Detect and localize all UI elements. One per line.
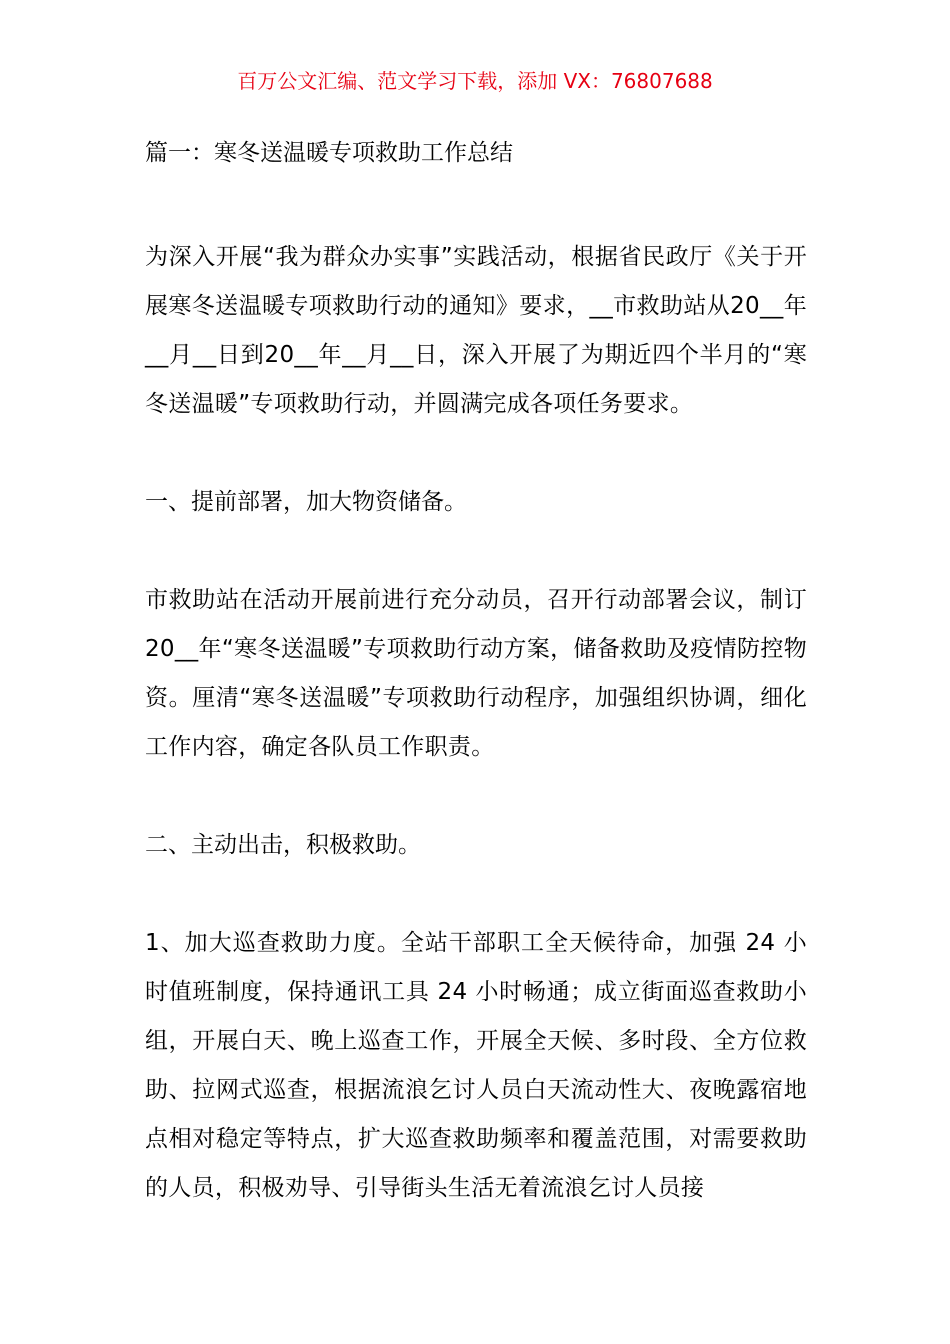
- spacer: [145, 170, 807, 233]
- document-body: [145, 136, 807, 1213]
- item-1-paragraph: 1、加大巡查救助力度。全站干部职工全天候待命，加强 24 小时值班制度，保持通讯工具 24 小时畅通；成立街面巡查救助小组，开展白天、晚上巡查工作，开展全天候、多时段、全方位救助、拉网式巡查，根据流浪乞讨人员白天流动性大、夜晚露宿地点相对稳定等特点，扩大巡查救助频率和覆盖范围，对需要救助的人员，积极劝导、引导街头生活无着流浪乞讨人员接: [145, 930, 807, 1201]
- document-title: 篇一：寒冬送温暖专项救助工作总结: [145, 140, 513, 166]
- spacer: [145, 527, 807, 576]
- intro-paragraph: 为深入开展“我为群众办实事”实践活动，根据省民政厅《关于开展寒冬送温暖专项救助行动的通知》要求，__市救助站从20__年__月__日到20__年__月__日，深入开展了为期近四个半月的“寒冬送温暖”专项救助行动，并圆满完成各项任务要求。: [145, 244, 807, 417]
- watermark-header: 百万公文汇编、范文学习下载，添加 VX：76807688: [237, 69, 713, 93]
- section-2-heading: 二、主动出击，积极救助。: [145, 832, 421, 858]
- section-1-paragraph: 市救助站在活动开展前进行充分动员，召开行动部署会议，制订 20__年“寒冬送温暖”专项救助行动方案，储备救助及疫情防控物资。厘清“寒冬送温暖”专项救助行动程序，加强组织协调，细化工作内容，确定各队员工作职责。: [145, 587, 807, 760]
- spacer: [145, 772, 807, 821]
- spacer: [145, 429, 807, 478]
- section-1-heading: 一、提前部署，加大物资储备。: [145, 489, 467, 515]
- spacer: [145, 870, 807, 919]
